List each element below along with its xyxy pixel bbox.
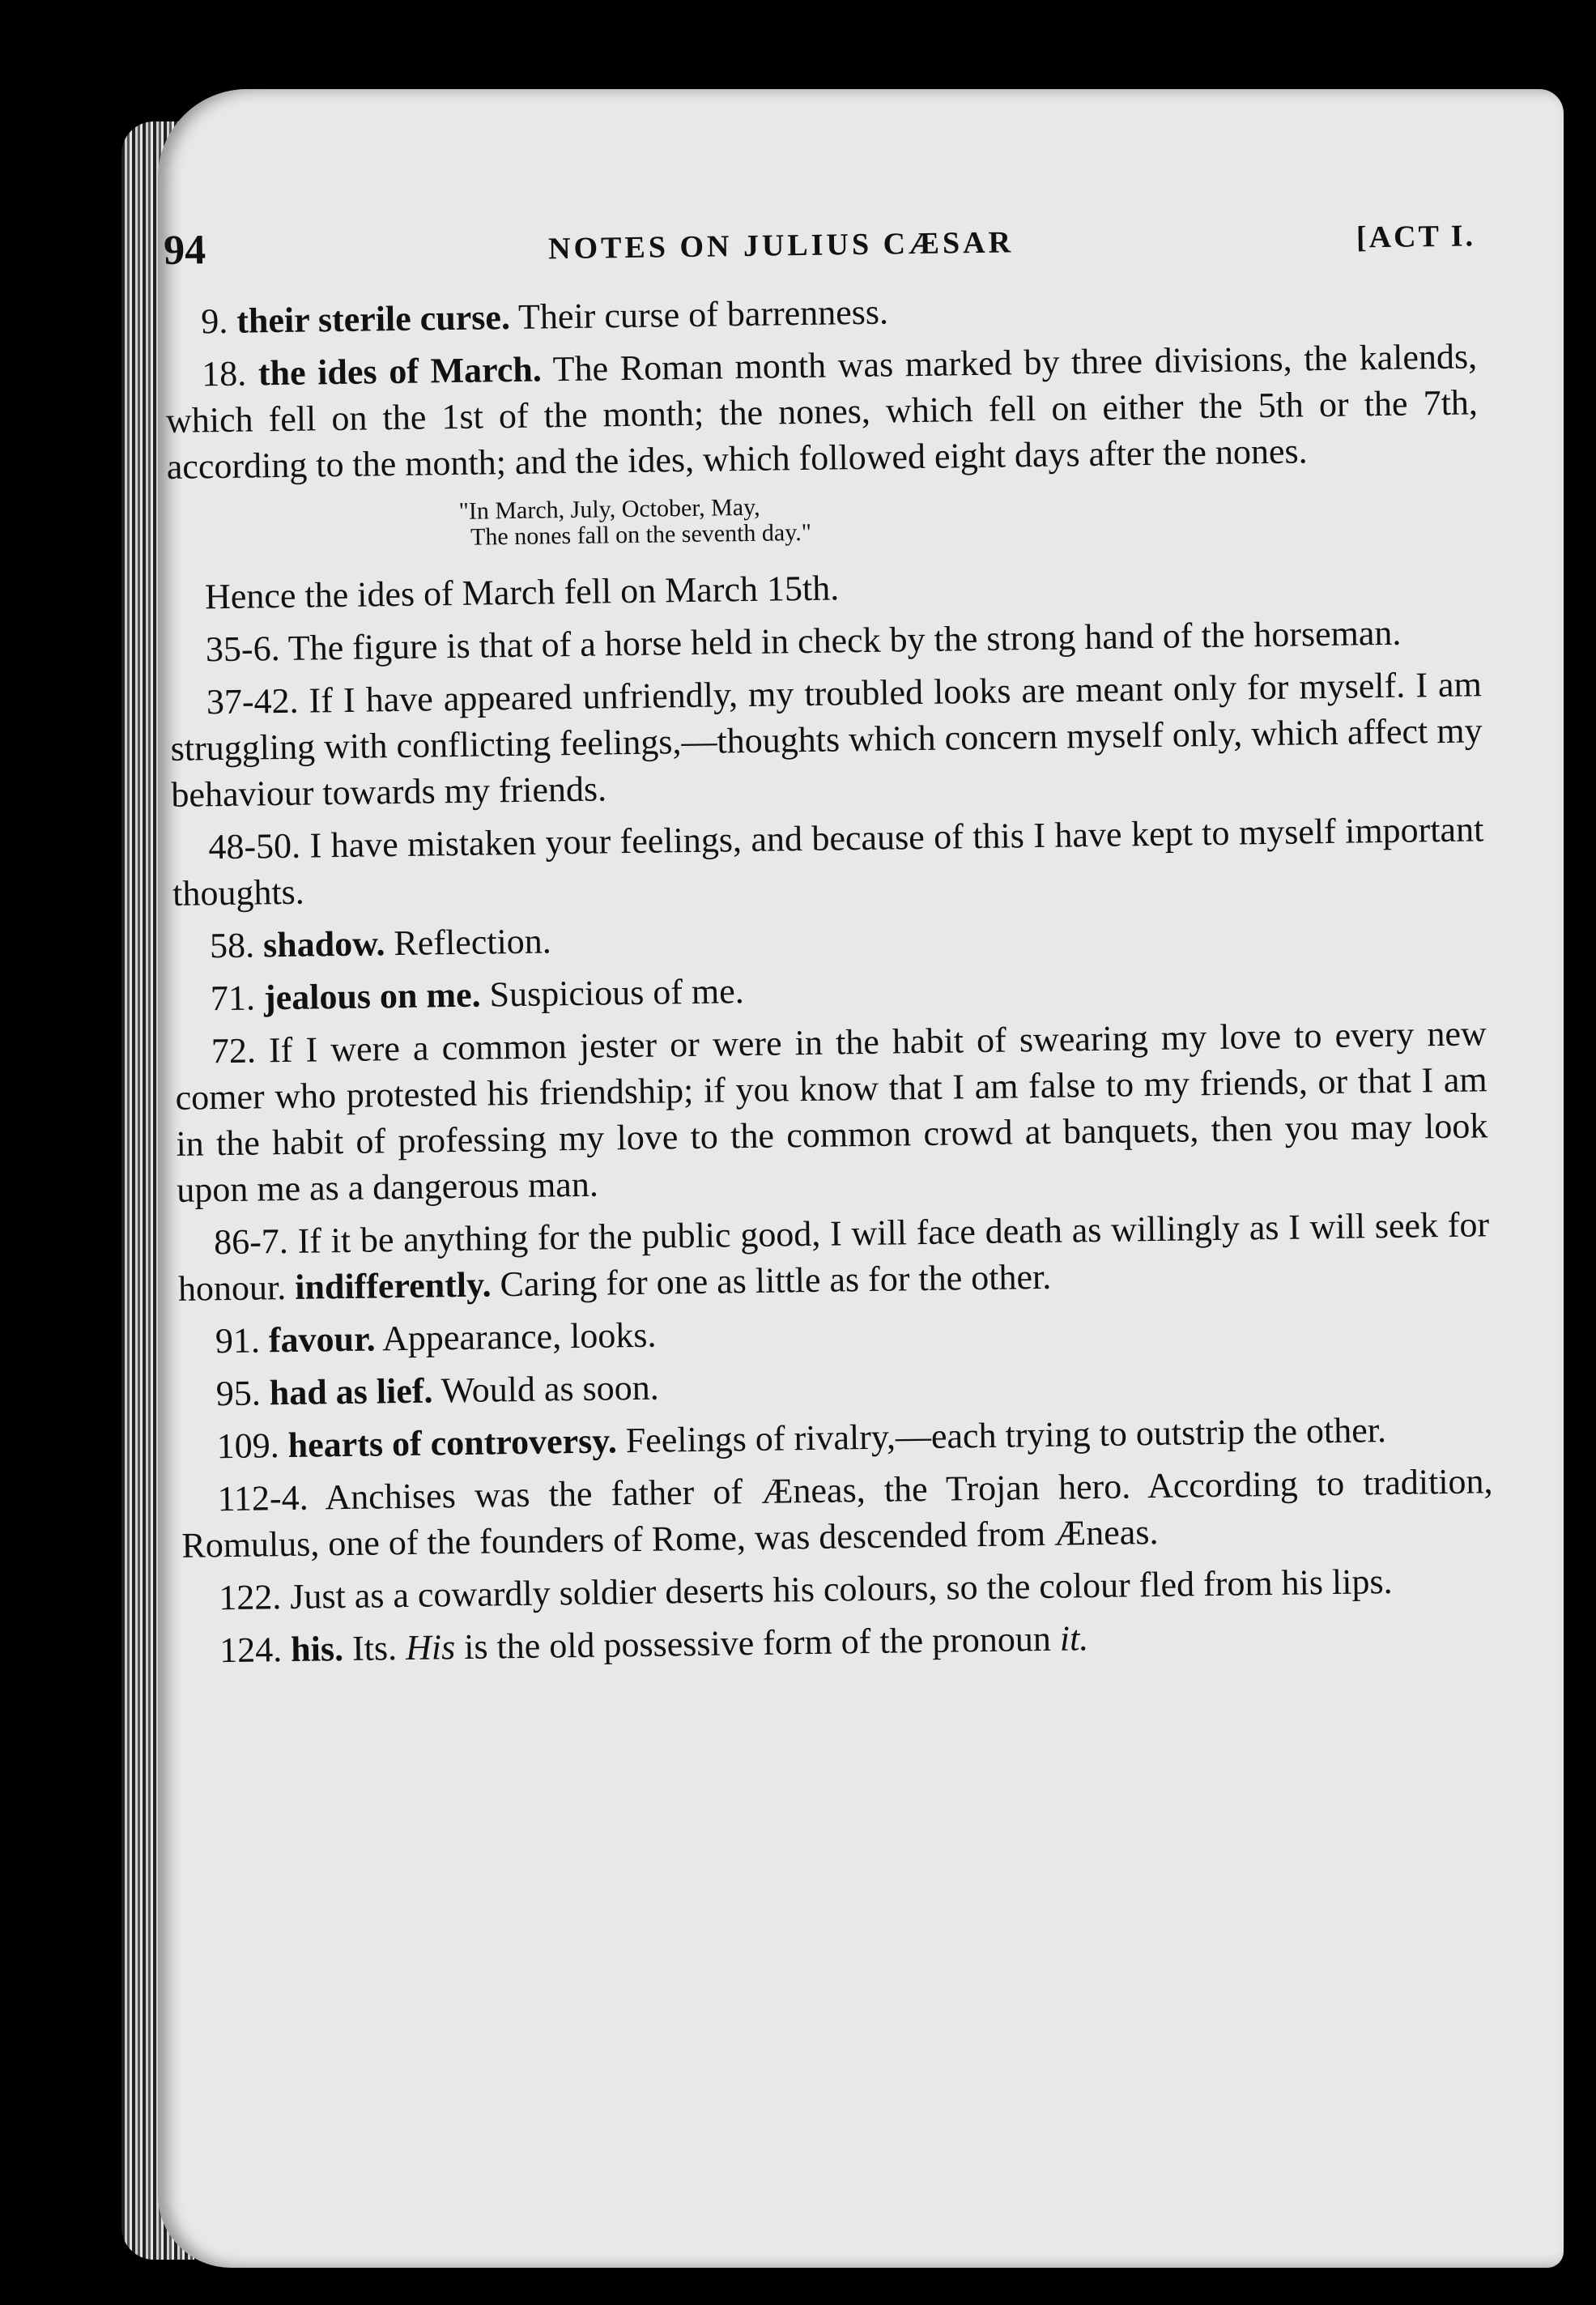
note-text: If I were a common jester or were in the habit of swearing my love to every new comer who protested his friendship; if you know that I am false to my friends, or that I am in the habit of professing my love to the common crowd at banquets, then you may look upon me as a dangerous man. — [175, 1013, 1488, 1210]
note-text: Hence the ides of March fell on March 15th. — [204, 568, 840, 617]
act-label: [ACT I. — [1356, 219, 1476, 255]
note-48-50 — [172, 806, 1484, 917]
note-term: their sterile curse. — [236, 297, 511, 341]
note-124 — [183, 1609, 1496, 1674]
running-title: NOTES ON JULIUS CÆSAR — [547, 225, 1015, 266]
note-number: 71. — [210, 978, 256, 1019]
note-text: The figure is that of a horse held in check by the strong hand of the horseman. — [287, 612, 1402, 668]
note-18 — [165, 333, 1479, 490]
note-number: 95. — [215, 1373, 262, 1414]
note-text: I have mistaken your feelings, and because of this I have kept to myself important thoughts. — [172, 809, 1484, 914]
note-text: The Roman month was marked by three divisions, the kalends, which fell on the 1st of the month; the nones, which fell on either the 5th or the 7th, according to the month; and the ides, which followed eight days after the nones. — [165, 336, 1479, 487]
note-text: Feelings of rivalry,—each trying to outstrip the other. — [625, 1410, 1387, 1461]
note-text: Reflection. — [394, 921, 552, 964]
verse-line: The nones fall on the seventh day." — [470, 518, 812, 551]
note-term: had as lief. — [269, 1370, 433, 1413]
verse-quote — [458, 484, 1479, 551]
note-number: 122. — [218, 1577, 282, 1618]
note-term: hearts of controversy. — [287, 1421, 618, 1465]
note-text: If I have appeared unfriendly, my troubled looks are meant only for myself. I am struggling with conflicting feelings,—thoughts which concern myself only, which affect my behaviour towards my friends. — [170, 664, 1483, 815]
note-number: 37-42. — [206, 680, 299, 722]
note-text: Just as a cowardly soldier deserts his colours, so the colour fled from his lips. — [289, 1561, 1393, 1617]
note-text: Suspicious of me. — [489, 971, 745, 1015]
page-number: 94 — [163, 227, 206, 274]
note-term: favour. — [268, 1319, 376, 1361]
note-number: 91. — [215, 1320, 261, 1361]
note-number: 35-6. — [205, 628, 280, 670]
page-content — [162, 111, 1496, 1680]
note-italic: His — [405, 1627, 456, 1668]
note-term: indifferently. — [294, 1264, 492, 1307]
note-number: 109. — [216, 1425, 280, 1467]
note-text: Appearance, looks. — [381, 1314, 657, 1359]
note-text: Would as soon. — [440, 1367, 660, 1411]
note-number: 18. — [201, 353, 247, 394]
note-text: If it be anything for the public good, I will face death as willingly as I will seek for honour. — [177, 1204, 1490, 1309]
note-text: Caring for one as little as for the other. — [500, 1256, 1052, 1305]
note-text: Their curse of barrenness. — [517, 292, 889, 337]
note-37-42 — [169, 661, 1483, 818]
note-number: 86-7. — [213, 1221, 289, 1263]
note-number: 9. — [200, 300, 228, 342]
note-term: his. — [290, 1629, 344, 1669]
note-number: 112-4. — [217, 1477, 309, 1519]
note-text: is the old possessive form of the pronoun — [463, 1618, 1052, 1667]
note-72 — [174, 1010, 1488, 1213]
page-header — [164, 208, 1476, 275]
note-number: 48-50. — [208, 825, 301, 867]
note-number: 124. — [219, 1630, 283, 1671]
note-number: 72. — [211, 1030, 257, 1072]
note-112-4 — [181, 1458, 1493, 1569]
note-term: the ides of March. — [257, 349, 543, 394]
note-term: jealous on me. — [263, 974, 481, 1018]
note-86-7 — [177, 1201, 1490, 1312]
verse-line: "In March, July, October, May, — [458, 493, 760, 525]
note-text: Anchises was the father of Æneas, the Trojan hero. According to tradition, Romulus, one of the founders of Rome, was descended from Æneas. — [181, 1461, 1493, 1566]
note-text: Its. — [351, 1628, 398, 1668]
note-term: shadow. — [262, 923, 385, 965]
note-number: 58. — [209, 925, 255, 966]
note-italic: it. — [1059, 1618, 1089, 1659]
